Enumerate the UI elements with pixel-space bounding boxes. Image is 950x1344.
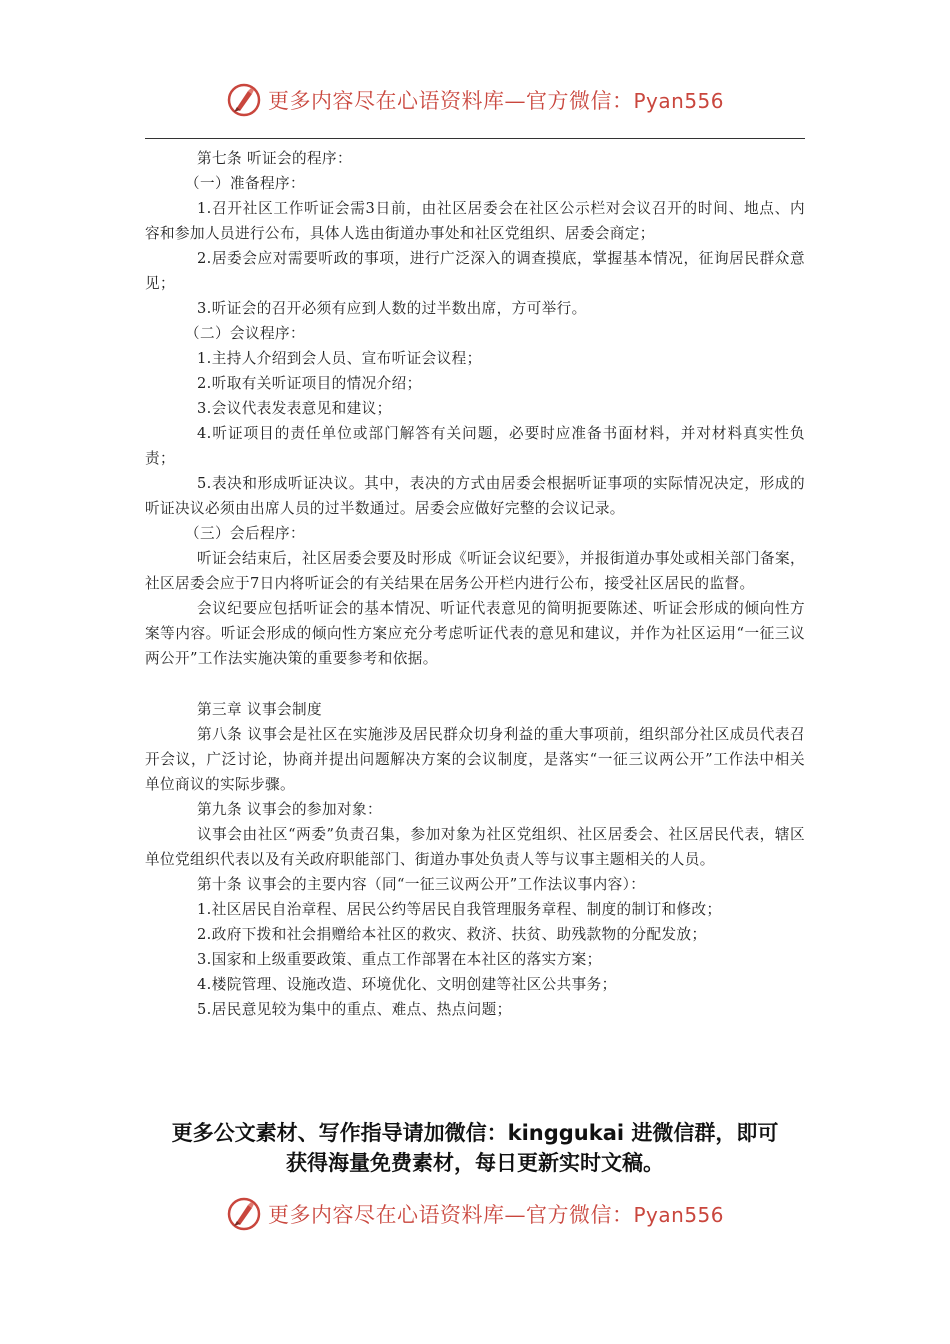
paragraph: 1.社区居民自治章程、居民公约等居民自我管理服务章程、制度的制订和修改； [197,901,722,918]
paragraph: 议事会由社区“两委”负责召集，参加对象为社区党组织、社区居委会、社区居民代表，辖区单位党组织代表以及有关政府职能部门、街道办事处负责人等与议事主题相关的人员。 [145,826,805,868]
paragraph: 4.楼院管理、设施改造、环境优化、文明创建等社区公共事务； [197,976,617,993]
paragraph: 1.召开社区工作听证会需3日前，由社区居委会在社区公示栏对会议召开的时间、地点、内容和参加人员进行公布，具体人选由街道办事处和社区党组织、居委会商定； [145,200,805,242]
footer-banner-text: 更多内容尽在心语资料库—官方微信：Pyan556 [267,1203,724,1227]
paragraph: 2.政府下拨和社会捐赠给本社区的救灾、救济、扶贫、助残款物的分配发放； [197,926,707,943]
paragraph: 听证会结束后，社区居委会要及时形成《听证会议纪要》，并报街道办事处或相关部门备案，社区居委会应于7日内将听证会的有关结果在居务公开栏内进行公布，接受社区居民的监督。 [145,550,805,592]
document-body [145,146,805,1022]
paragraph: 3.听证会的召开必须有应到人数的过半数出席，方可举行。 [197,300,587,317]
paragraph: 第九条 议事会的参加对象： [197,801,382,818]
paragraph: 2.听取有关听证项目的情况介绍； [197,375,422,392]
promo-line-1: 更多公文素材、写作指导请加微信：kinggukai 进微信群，即可 [171,1121,779,1145]
header-wechat-handle: Pyan556 [633,89,724,113]
paragraph: 第十条 议事会的主要内容（同“一征三议两公开”工作法议事内容）： [197,876,646,893]
paragraph: 4.听证项目的责任单位或部门解答有关问题，必要时应准备书面材料，并对材料真实性负责； [145,425,805,467]
paragraph: 5.居民意见较为集中的重点、难点、热点问题； [197,1001,512,1018]
header-divider [145,138,805,139]
paragraph: 5.表决和形成听证决议。其中，表决的方式由居委会根据听证事项的实际情况决定，形成的听证决议必须由出席人员的过半数通过。居委会应做好完整的会议记录。 [145,475,805,517]
header-banner-text: 更多内容尽在心语资料库—官方微信：Pyan556 [267,89,724,113]
paragraph: （一）准备程序： [185,175,305,192]
header-banner [0,80,950,120]
paragraph: （二）会议程序： [185,325,305,342]
footer-banner [0,1194,950,1234]
paragraph: 2.居委会应对需要听政的事项，进行广泛深入的调查摸底，掌握基本情况，征询居民群众意见； [145,250,805,292]
paragraph: 第七条 听证会的程序： [197,150,352,167]
promo-line-2: 获得海量免费素材，每日更新实时文稿。 [286,1151,664,1175]
promo-notice [100,1118,850,1178]
paragraph: 3.国家和上级重要政策、重点工作部署在本社区的落实方案； [197,951,602,968]
paragraph: 1.主持人介绍到会人员、宣布听证会议程； [197,350,482,367]
paragraph: （三）会后程序： [185,525,305,542]
pen-nib-logo-icon [226,82,262,118]
paragraph-gap [145,671,805,697]
paragraph: 3.会议代表发表意见和建议； [197,400,392,417]
paragraph: 第三章 议事会制度 [197,701,322,718]
footer-wechat-handle: Pyan556 [633,1203,724,1227]
paragraph: 会议纪要应包括听证会的基本情况、听证代表意见的简明扼要陈述、听证会形成的倾向性方案等内容。听证会形成的倾向性方案应充分考虑听证代表的意见和建议，并作为社区运用“一征三议两公开”工作法实施决策的重要参考和依据。 [145,600,805,667]
paragraph: 第八条 议事会是社区在实施涉及居民群众切身利益的重大事项前，组织部分社区成员代表召开会议，广泛讨论，协商并提出问题解决方案的会议制度，是落实“一征三议两公开”工作法中相关单位商议的实际步骤。 [145,726,805,793]
pen-nib-logo-icon [226,1196,262,1232]
